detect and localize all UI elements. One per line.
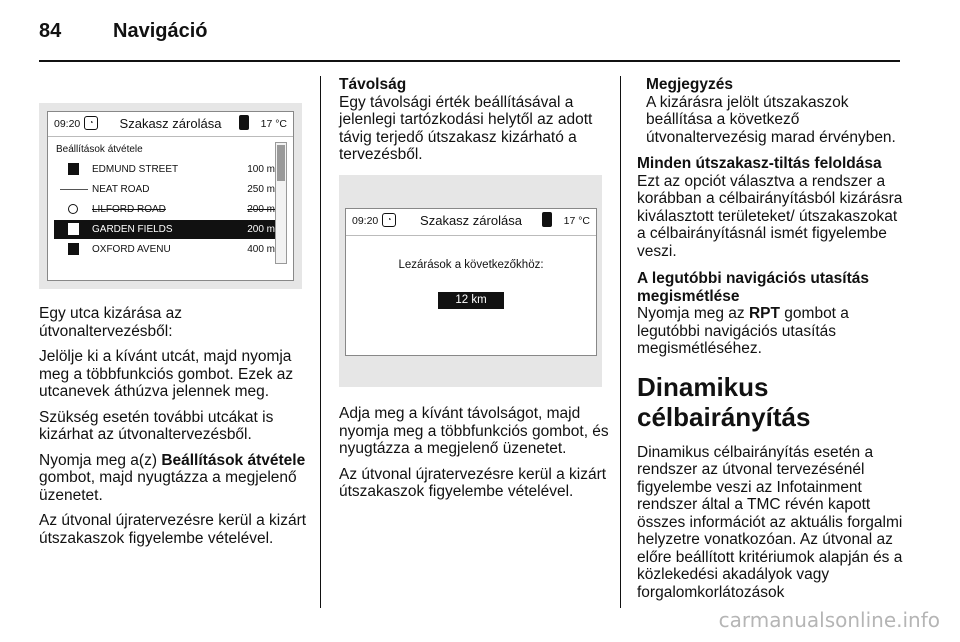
note-text: A kizárásra jelölt útszakaszok beállítása a következő útvonaltervezésig marad érvényben. bbox=[646, 93, 896, 146]
section-heading: Minden útszakasz-tiltás feloldása bbox=[637, 155, 882, 172]
paragraph: Egy utca kizárása az útvonaltervezésből: bbox=[39, 305, 183, 340]
page-number: 84 bbox=[39, 20, 62, 42]
top-rule bbox=[39, 60, 900, 62]
route-row-distance: 200 m bbox=[247, 224, 275, 235]
route-row[interactable] bbox=[54, 240, 279, 259]
clock-icon: ◔ bbox=[84, 116, 98, 130]
section-heading: Távolság bbox=[339, 76, 407, 93]
column-2-bottom bbox=[339, 405, 609, 509]
note-block bbox=[637, 76, 905, 146]
paragraph: Jelölje ki a kívánt utcát, majd nyomja meg a többfunkciós gombot. Ezek az utcanevek áthúzva jelennek meg. bbox=[39, 348, 294, 400]
phone-icon bbox=[239, 115, 249, 130]
column-2-top bbox=[339, 76, 607, 172]
paragraph: Az útvonal újratervezésre kerül a kizárt útszakaszok figyelembe vételével. bbox=[339, 465, 607, 500]
chapter-heading: Dinamikus célbairányítás bbox=[637, 371, 811, 432]
temperature: 17 °C bbox=[563, 215, 590, 227]
text: gombot, majd nyugtázza a megjelenő üzenetet. bbox=[39, 469, 297, 504]
paragraph: Adja meg a kívánt távolságot, majd nyomja meg a többfunkciós gombot, és nyugtázza a megjelenő üzenetet. bbox=[339, 405, 609, 457]
screen-title: Szakasz zárolása bbox=[119, 116, 222, 131]
column-1 bbox=[39, 305, 309, 555]
route-row-name: OXFORD AVENU bbox=[92, 244, 171, 255]
paragraph: Szükség esetén további utcákat is kizárhat az útvonaltervezésből. bbox=[39, 408, 274, 443]
road-sign-icon bbox=[68, 243, 79, 255]
screenshot-distance bbox=[339, 175, 602, 387]
exclusion-label: Lezárások a következőkhöz: bbox=[398, 259, 544, 271]
status-bar bbox=[346, 209, 596, 236]
time-display: 09:20 bbox=[54, 118, 81, 130]
route-row-distance: 200 m bbox=[247, 204, 275, 215]
time-display: 09:20 bbox=[352, 215, 379, 227]
button-reference: Beállítások átvétele bbox=[161, 451, 306, 469]
route-row-distance: 400 m bbox=[247, 244, 275, 255]
temperature: 17 °C bbox=[260, 118, 287, 130]
status-bar bbox=[48, 112, 293, 137]
route-row[interactable] bbox=[54, 200, 279, 219]
paragraph: Az útvonal újratervezésre kerül a kizárt útszakaszok figyelembe vételével. bbox=[39, 512, 307, 547]
phone-icon bbox=[542, 212, 552, 227]
route-row-name: GARDEN FIELDS bbox=[92, 224, 173, 235]
route-row-name: LILFORD ROAD bbox=[92, 204, 166, 215]
scrollbar[interactable] bbox=[275, 142, 287, 264]
column-divider-2 bbox=[620, 76, 621, 608]
paragraph bbox=[39, 452, 309, 505]
route-row-distance: 100 m bbox=[247, 164, 275, 175]
road-sign-icon bbox=[68, 223, 79, 235]
route-row-distance: 250 m bbox=[247, 184, 275, 195]
route-row-name: NEAT ROAD bbox=[92, 184, 150, 195]
button-reference: RPT bbox=[748, 305, 780, 322]
route-row-name: EDMUND STREET bbox=[92, 164, 179, 175]
section-heading: A legutóbbi navigációs utasítás megismétlése bbox=[637, 270, 869, 305]
screen-title: Szakasz zárolása bbox=[420, 213, 522, 228]
screen-subheading: Beállítások átvétele bbox=[56, 144, 143, 155]
watermark: carmanualsonline.info bbox=[718, 608, 940, 632]
route-row[interactable] bbox=[54, 160, 279, 179]
paragraph: Egy távolsági érték beállításával a jelenlegi tartózkodási helytől az adott távig terjedő útszakasz kizárható a tervezésből. bbox=[339, 93, 593, 163]
column-divider-1 bbox=[320, 76, 321, 608]
roundabout-icon bbox=[68, 204, 78, 214]
paragraph bbox=[637, 305, 905, 358]
route-row-selected[interactable] bbox=[54, 220, 279, 239]
road-sign-icon bbox=[68, 163, 79, 175]
note-heading: Megjegyzés bbox=[646, 76, 734, 93]
clock-icon: ◔ bbox=[382, 213, 396, 227]
route-row[interactable] bbox=[54, 180, 279, 199]
scrollbar-thumb[interactable] bbox=[277, 145, 285, 181]
route-line-icon bbox=[60, 189, 88, 190]
paragraph: Dinamikus célbairányítás esetén a rendszer az útvonal tervezésénél figyelembe veszi az Infotainment rendszer által a TMC révén kapott összes információt az aktuális forgalmi helyzetre vonatkozóan. Az útvonal az előre beállított kritériumok alapján és a közlekedési akadályok vagy forgalomkorlátozások bbox=[637, 443, 903, 601]
distance-value[interactable]: 12 km bbox=[438, 292, 504, 309]
page-title: Navigáció bbox=[113, 20, 208, 42]
display-screen bbox=[345, 208, 597, 356]
text: Nyomja meg az bbox=[637, 305, 749, 322]
column-3 bbox=[637, 76, 905, 609]
text: Nyomja meg a(z) bbox=[39, 451, 162, 469]
text: gombot a legutóbbi navigációs utasítás megismétléséhez. bbox=[637, 305, 849, 357]
display-screen bbox=[47, 111, 294, 281]
paragraph: Ezt az opciót választva a rendszer a korábban a célbairányításból kizárásra kiválasztott területeket/ útszakaszokat a célbairányításnál ismét figyelembe veszi. bbox=[637, 172, 903, 260]
screenshot-route-list bbox=[39, 103, 302, 289]
